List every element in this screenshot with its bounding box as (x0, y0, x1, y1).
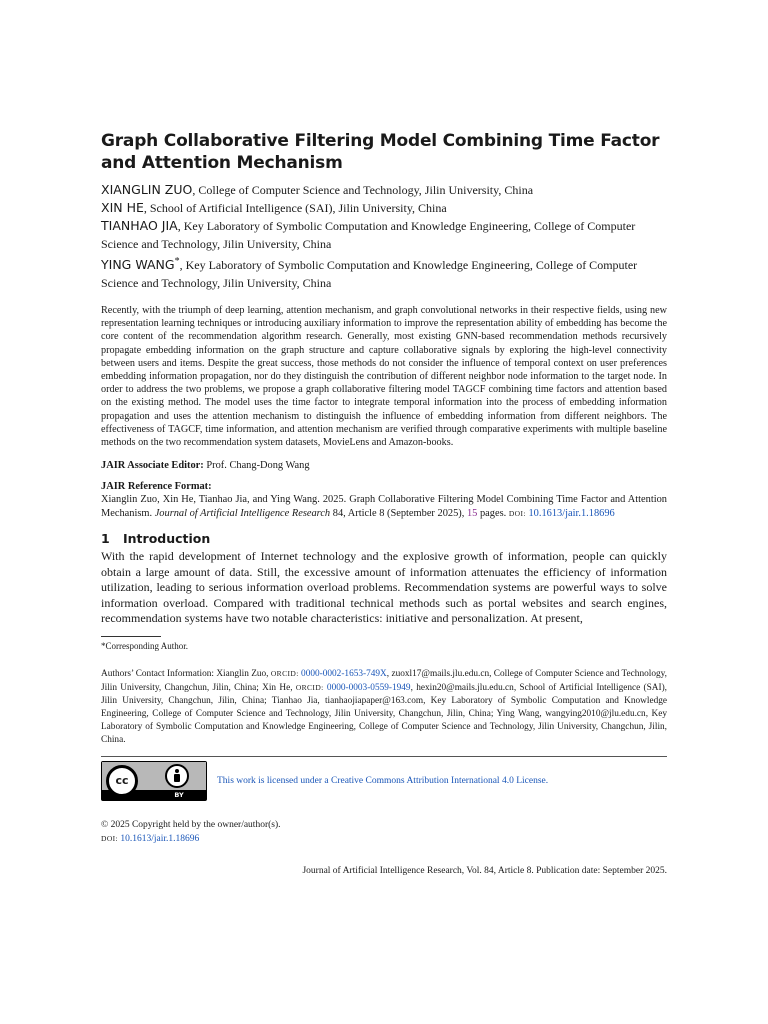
author-affiliation: Key Laboratory of Symbolic Computation and Knowledge Engineering, College of Computer Science and Technology, Jilin University, China (101, 258, 638, 290)
corresponding-footnote: *Corresponding Author. (101, 640, 188, 651)
author-name: YING WANG (101, 257, 175, 272)
author-affiliation: Key Laboratory of Symbolic Computation and Knowledge Engineering, College of Computer Science and Technology, Jilin University, China (101, 219, 636, 251)
contact-text: , hexin20@mails.jlu.edu.cn, School of Artificial Intelligence (SAI), Jilin University, Changchun, Jilin, China; Tianhao Jia, tianhaojiapaper@163.com, Key Laboratory of Symbolic Computation and Knowledge Engineering, College of Computer Science and Technology, Jilin University, Changchun, Jilin, China; Ying Wang, wangying2010@jlu.edu.cn, Key Laboratory of Symbolic Computation and Knowledge Engineering, College of Computer Science and Technology, Jilin University, Changchun, Jilin, China. (101, 682, 668, 745)
orcid-link[interactable]: 0000-0002-1653-749X (301, 668, 387, 679)
section-number: 1 (101, 531, 110, 547)
copyright-text: © 2025 Copyright held by the owner/author(s). (101, 819, 281, 830)
associate-editor (101, 459, 667, 473)
by-label: BY (152, 790, 206, 800)
paper-page (101, 130, 667, 846)
ref-pages-label: pages. (479, 507, 507, 519)
contact-text: , zuoxl17@mails.jlu.edu.cn, College of Computer Science and Technology, Jilin University, Changchun, Jilin, China; Xin He, (101, 668, 667, 693)
doi-link[interactable]: 10.1613/jair.1.18696 (120, 833, 200, 844)
reference-format (101, 480, 667, 521)
author-list (101, 181, 667, 292)
running-footer: Journal of Artificial Intelligence Research, Vol. 84, Article 8. Publication date: September 2025. (302, 866, 667, 876)
abstract: Recently, with the triumph of deep learning, attention mechanism, and graph convolutional networks in their respective fields, using new representation learning techniques or introducing auxiliary information to improve the representation ability of embedding has become the core content of the recommendation algorithm research. Generally, most existing GNN-based recommendation methods recursively propagate embedding information on the graph structure and capture collaborative signals by exploring the high-level connectivity between users and items. Despite the great success, those methods do not consider the influence of temporal context on user preferences embedding information propagation, nor do they distinguish the contribution of different neighbor node information to the target node. In order to address the two problems, we propose a graph collaborative filtering model TAGCF combining time factors and attention based on the existing method. The model uses the time factor to integrate temporal information into the process of embedding information propagation and uses the attention mechanism to distinguish the influence of embedding information from different neighbors. The effectiveness of TAGCF, time information, and attention mechanism are verified through comparative experiments with multiple baseline methods on the two recommendation system datasets, MovieLens and Amazon-books. (101, 305, 667, 449)
ref-format-volume: 84, Article 8 (September 2025), (332, 507, 465, 519)
paper-title: Graph Collaborative Filtering Model Combining Time Factor and Attention Mechanism (101, 131, 660, 173)
author-entry: YING WANG*, Key Laboratory of Symbolic Computation and Knowledge Engineering, College of Computer Science and Technology, Jilin University, China (101, 256, 638, 290)
license-divider (101, 756, 667, 757)
contact-text: Authors’ Contact Information: Xianglin Zuo, (101, 668, 269, 679)
doi-label: DOI: (101, 833, 119, 843)
editor-label: JAIR Associate Editor: (101, 460, 204, 472)
author-entry: XIN HE, School of Artificial Intelligence (SAI), Jilin University, China (101, 200, 447, 215)
ref-format-label: JAIR Reference Format: (101, 480, 212, 492)
cc-by-badge-icon[interactable] (101, 761, 207, 801)
section-title: Introduction (123, 531, 211, 547)
ref-format-journal: Journal of Artificial Intelligence Research (154, 507, 331, 519)
contact-information (101, 667, 667, 747)
doi-link[interactable]: 10.1613/jair.1.18696 (528, 507, 615, 519)
author-name: XIANGLIN ZUO (101, 182, 193, 197)
editor-name: Prof. Chang-Dong Wang (206, 460, 310, 472)
corresponding-mark: * (174, 256, 180, 267)
copyright (101, 819, 667, 846)
section-heading (101, 531, 667, 546)
orcid-link[interactable]: 0000-0003-0559-1949 (326, 682, 411, 693)
doi-label: DOI: (508, 508, 526, 518)
author-entry: TIANHAO JIA, Key Laboratory of Symbolic Computation and Knowledge Engineering, College of Computer Science and Technology, Jilin University, China (101, 218, 636, 251)
orcid-label: ORCID: (295, 682, 324, 692)
author-affiliation: College of Computer Science and Technology, Jilin University, China (198, 183, 534, 197)
license-link[interactable]: This work is licensed under a Creative Commons Attribution International 4.0 License. (217, 775, 549, 786)
author-affiliation: School of Artificial Intelligence (SAI), Jilin University, China (149, 201, 447, 215)
author-name: XIN HE (101, 200, 144, 215)
author-name: TIANHAO JIA (101, 218, 178, 233)
ref-pages-link[interactable]: 15 (466, 507, 478, 519)
cc-icon: cc (106, 765, 138, 797)
license-row (101, 761, 667, 801)
intro-paragraph: With the rapid development of Internet technology and the explosive growth of information, people can quickly obtain a large amount of data. Still, the excessive amount of information attenuates the efficiency of information utilization, leading to serious information overload problems. Recommendation systems are powerful ways to solve information overload. Compared with traditional technical methods such as portal websites and search engines, recommendation systems have two notable characteristics: initiative and personalization. At present, (101, 549, 667, 626)
person-icon (165, 764, 189, 788)
author-entry: XIANGLIN ZUO, College of Computer Science and Technology, Jilin University, China (101, 182, 534, 197)
orcid-label: ORCID: (270, 668, 299, 678)
footnote-divider (101, 636, 161, 637)
ref-format-text: Xianglin Zuo, Xin He, Tianhao Jia, and Ying Wang. 2025. Graph Collaborative Filtering Model Combining Time Factor and Attention Mechanism. (101, 494, 667, 519)
